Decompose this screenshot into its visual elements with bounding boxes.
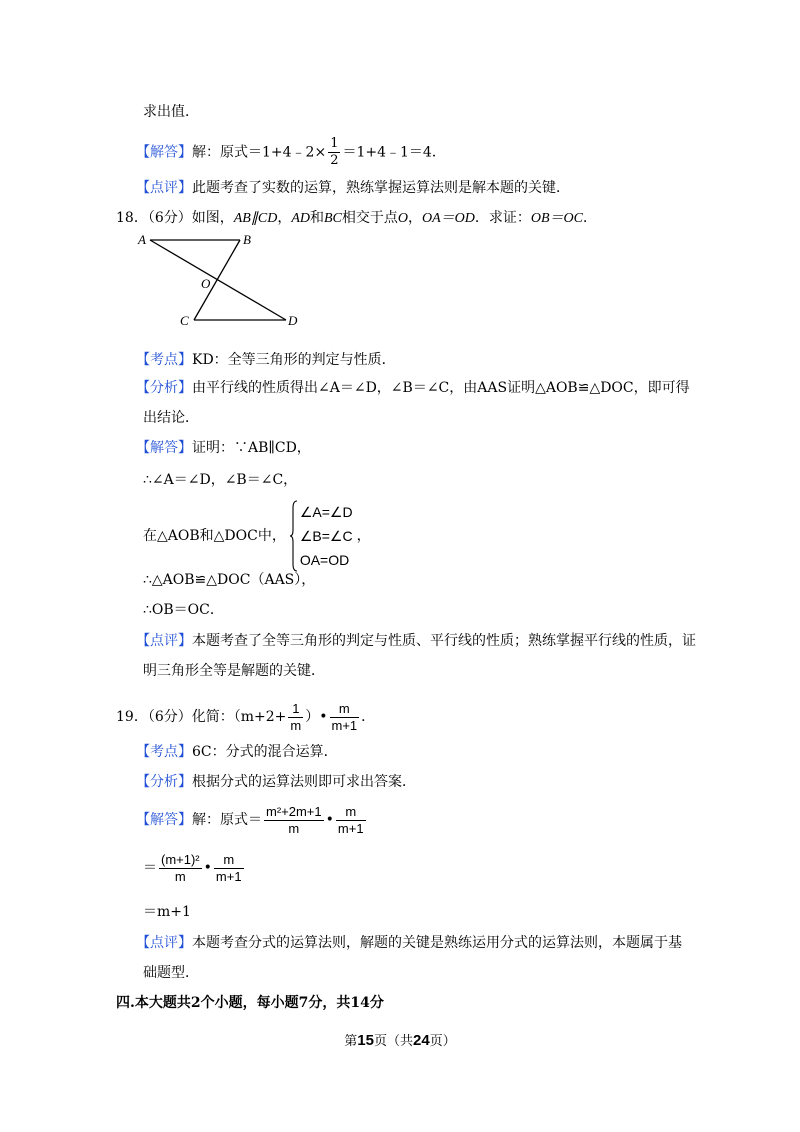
question-text: ）• bbox=[305, 709, 328, 725]
proof-line: ∴∠A＝∠D，∠B＝∠C， bbox=[143, 472, 298, 488]
topic-line bbox=[136, 742, 338, 762]
answer-tag: 【解答】 bbox=[136, 440, 192, 456]
fraction-denominator: m+1 bbox=[215, 868, 242, 884]
label-a: A bbox=[138, 232, 146, 247]
fraction bbox=[328, 136, 340, 169]
page-footer bbox=[0, 1030, 800, 1049]
fraction-denominator: m bbox=[288, 820, 300, 836]
fraction-denominator: m bbox=[174, 868, 186, 884]
analysis-text: 由平行线的性质得出∠A＝∠D，∠B＝∠C，由AAS证明△AOB≌△DOC，即可得 bbox=[192, 380, 690, 396]
analysis-tag: 【分析】 bbox=[136, 774, 192, 790]
label-b: B bbox=[243, 232, 251, 247]
question-text: ． bbox=[583, 210, 598, 226]
math-text: AD bbox=[291, 211, 310, 226]
comment-line-2: 础题型． bbox=[143, 965, 199, 981]
fraction bbox=[336, 804, 366, 837]
comment-text: 此题考查了实数的运算，熟练掌握运算法则是解本题的关键． bbox=[192, 180, 570, 196]
question-text: ．求证： bbox=[474, 210, 531, 226]
label-o: O bbox=[201, 276, 211, 291]
fraction-numerator: 1 bbox=[330, 136, 339, 151]
answer-text: • bbox=[325, 812, 334, 828]
topic-tag: 【考点】 bbox=[136, 744, 192, 760]
analysis-line-2: 出结论． bbox=[143, 410, 199, 426]
equation-system bbox=[290, 500, 353, 572]
label-c: C bbox=[180, 313, 189, 328]
analysis-text: 根据分式的运算法则即可求出答案． bbox=[192, 774, 416, 790]
page-number: 15 bbox=[357, 1032, 374, 1049]
math-text: AB∥CD bbox=[233, 211, 278, 226]
segment-ad bbox=[150, 240, 286, 320]
answer-line bbox=[136, 136, 446, 169]
fraction bbox=[330, 701, 360, 734]
fraction bbox=[159, 852, 202, 885]
topic-tag: 【考点】 bbox=[136, 352, 192, 368]
comment-text: 本题考查分式的运算法则，解题的关键是熟练运用分式的运算法则，本题属于基 bbox=[192, 935, 682, 951]
fraction-numerator: 1 bbox=[288, 701, 303, 718]
footer-text: 页（共 bbox=[373, 1034, 413, 1049]
answer-tag: 【解答】 bbox=[136, 812, 192, 828]
text-line: 求出值． bbox=[143, 104, 199, 120]
fraction-denominator: m+1 bbox=[331, 717, 358, 733]
fraction-numerator: m bbox=[214, 852, 244, 869]
proof-text: 在△AOB和△DOC中， bbox=[143, 528, 286, 544]
proof-text: ， bbox=[356, 528, 371, 544]
math-text: O bbox=[397, 211, 408, 226]
answer-line bbox=[143, 850, 246, 886]
fraction bbox=[288, 701, 303, 734]
comment-line bbox=[136, 933, 682, 953]
question-19 bbox=[116, 699, 375, 735]
fraction-denominator: 2 bbox=[330, 153, 339, 168]
proof-system-line bbox=[143, 500, 371, 572]
section-heading: 四.本大题共2个小题，每小题7分，共14分 bbox=[116, 995, 384, 1011]
math-text: BC bbox=[323, 211, 342, 226]
comment-text: 本题考查了全等三角形的判定与性质、平行线的性质；熟练掌握平行线的性质，证 bbox=[192, 633, 696, 649]
analysis-tag: 【分析】 bbox=[136, 380, 192, 396]
analysis-line bbox=[136, 772, 416, 792]
equation-row: OA=OD bbox=[299, 552, 350, 568]
label-d: D bbox=[288, 313, 298, 328]
question-text: ， bbox=[408, 210, 422, 226]
footer-text: 页） bbox=[429, 1034, 456, 1049]
answer-result: ＝m+1 bbox=[143, 904, 191, 920]
proof-line bbox=[136, 438, 311, 458]
page-total: 24 bbox=[413, 1032, 430, 1049]
fraction-denominator: m bbox=[290, 717, 302, 733]
topic-text: KD：全等三角形的判定与性质． bbox=[192, 352, 396, 368]
fraction bbox=[214, 852, 244, 885]
answer-text: • bbox=[203, 860, 212, 876]
analysis-line bbox=[136, 378, 690, 398]
comment-line bbox=[136, 178, 570, 198]
question-text: （6分）如图， bbox=[147, 210, 234, 226]
topic-text: 6C：分式的混合运算． bbox=[192, 744, 338, 760]
answer-text: 解：原式＝1+4﹣2× bbox=[192, 144, 327, 161]
question-text: 相交于点 bbox=[341, 210, 398, 226]
geometry-figure bbox=[136, 228, 306, 328]
answer-tag: 【解答】 bbox=[136, 144, 192, 161]
comment-tag: 【点评】 bbox=[136, 633, 192, 649]
comment-tag: 【点评】 bbox=[136, 935, 192, 951]
question-text: ． bbox=[361, 709, 376, 725]
fraction-numerator: (m+1)² bbox=[161, 851, 200, 867]
question-number: 19． bbox=[116, 709, 148, 725]
proof-line: ∴OB＝OC． bbox=[143, 602, 224, 618]
question-text: ， bbox=[277, 210, 292, 226]
answer-text: ＝ bbox=[143, 860, 157, 876]
comment-line-2: 明三角形全等是解题的关键． bbox=[143, 663, 325, 679]
question-text: 和 bbox=[309, 210, 324, 226]
fraction-numerator: m bbox=[336, 804, 366, 821]
proof-line: ∴△AOB≌△DOC（AAS）， bbox=[143, 572, 316, 588]
footer-text: 第 bbox=[344, 1034, 358, 1049]
comment-line bbox=[136, 631, 696, 651]
proof-text: 证明：∵AB∥CD， bbox=[192, 440, 311, 456]
equation-row: ∠A=∠D bbox=[299, 504, 353, 520]
equation-row: ∠B=∠C bbox=[299, 528, 353, 544]
fraction-denominator: m+1 bbox=[337, 820, 364, 836]
math-text: OB＝OC bbox=[530, 211, 584, 226]
question-18 bbox=[116, 208, 597, 229]
comment-tag: 【点评】 bbox=[136, 180, 192, 196]
question-text: （6分）化简：（m+2+ bbox=[147, 709, 287, 725]
answer-line bbox=[136, 802, 368, 838]
math-text: OA＝OD bbox=[422, 211, 475, 226]
fraction-numerator: m²+2m+1 bbox=[266, 803, 322, 819]
fraction bbox=[264, 804, 324, 837]
question-number: 18． bbox=[116, 210, 148, 226]
topic-line bbox=[136, 350, 396, 370]
fraction-numerator: m bbox=[330, 701, 360, 718]
answer-text: ＝1+4﹣1＝4． bbox=[342, 144, 446, 161]
brace-icon bbox=[290, 500, 298, 572]
answer-text: 解：原式＝ bbox=[192, 812, 262, 828]
